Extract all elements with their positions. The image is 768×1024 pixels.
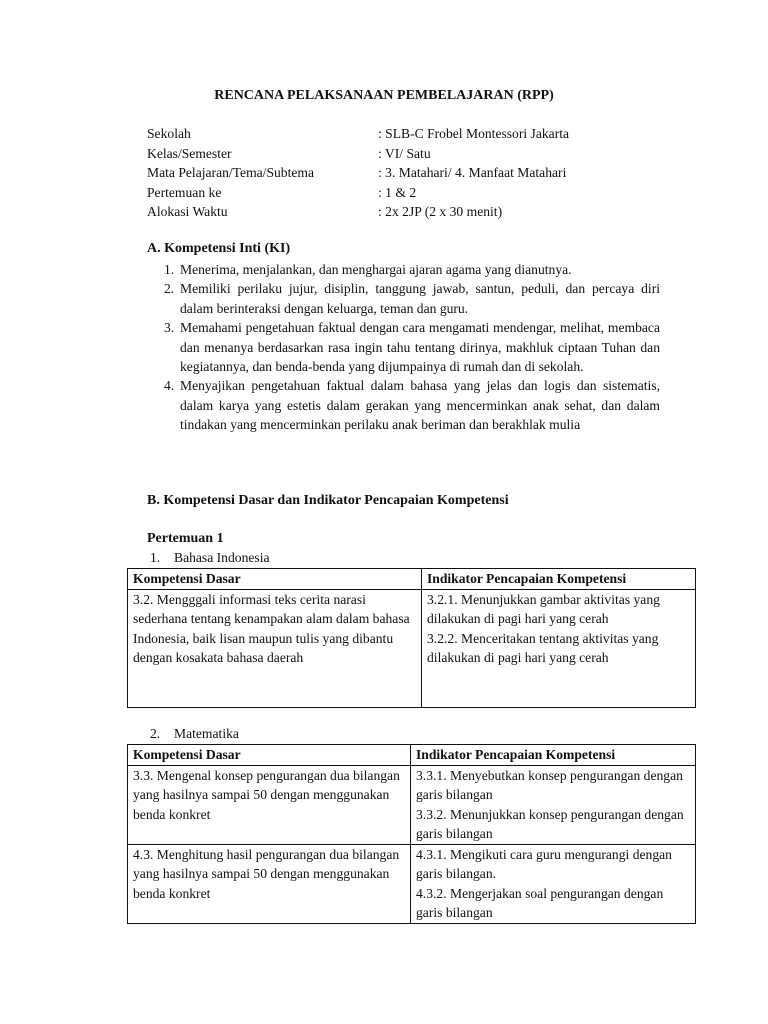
info-label: Sekolah bbox=[147, 126, 191, 141]
indicator-text: 4.3.1. Mengikuti cara guru mengurangi dengan garis bilangan. bbox=[416, 846, 672, 881]
info-row-sekolah bbox=[147, 124, 667, 144]
ipk-cell bbox=[411, 765, 696, 844]
info-label: Alokasi Waktu bbox=[147, 204, 228, 219]
indicator-text: 3.3.1. Menyebutkan konsep pengurangan dengan garis bilangan bbox=[416, 767, 683, 802]
document-title: RENCANA PELAKSANAAN PEMBELAJARAN (RPP) bbox=[214, 88, 554, 103]
table-row bbox=[128, 765, 696, 844]
ki-text: Menerima, menjalankan, dan menghargai ajaran agama yang dianutnya. bbox=[180, 262, 572, 277]
ki-text: Memahami pengetahuan faktual dengan cara mengamati mendengar, melihat, membaca dan menanya berdasarkan rasa ingin tahu tentang dirinya, makhluk ciptaan Tuhan dan kegiatannya, dan benda-benda yang dijumpainya di rumah dan di sekolah. bbox=[180, 320, 660, 375]
subject-title-bahasa bbox=[150, 548, 270, 567]
column-header-ipk: Indikator Pencapaian Kompetensi bbox=[411, 745, 696, 766]
info-value: : VI/ Satu bbox=[378, 145, 431, 161]
info-label: Pertemuan ke bbox=[147, 184, 222, 200]
ki-text: Memiliki perilaku jujur, disiplin, tanggung jawab, santun, peduli, dan percaya diri dalam berinteraksi dengan keluarga, teman dan guru. bbox=[180, 281, 660, 316]
info-value: : SLB-C Frobel Montessori Jakarta bbox=[378, 126, 570, 141]
indicator-text: 4.3.2. Mengerjakan soal pengurangan dengan garis bilangan bbox=[416, 885, 664, 920]
info-label: Mata Pelajaran/Tema/Subtema bbox=[147, 165, 315, 180]
table-header-row bbox=[128, 569, 696, 590]
ki-number: 3. bbox=[164, 320, 175, 336]
indicator-text: 3.3.2. Menunjukkan konsep pengurangan dengan garis bilangan bbox=[416, 806, 684, 841]
ipk-cell bbox=[411, 844, 696, 923]
ki-number: 1. bbox=[164, 262, 175, 277]
bahasa-indonesia-table bbox=[127, 568, 696, 708]
subject-name: Bahasa Indonesia bbox=[174, 550, 270, 565]
section-b-heading: B. Kompetensi Dasar dan Indikator Pencapaian Kompetensi bbox=[147, 493, 509, 508]
kd-cell: 3.2. Mengggali informasi teks cerita narasi sederhana tentang kenampakan alam dalam bahasa Indonesia, baik lisan maupun tulis yang dibantu dengan kosakata bahasa daerah bbox=[128, 589, 422, 707]
indicator-text: 3.2.2. Menceritakan tentang aktivitas yang dilakukan di pagi hari yang cerah bbox=[427, 630, 659, 665]
subject-name: Matematika bbox=[174, 726, 239, 741]
kd-cell: 4.3. Menghitung hasil pengurangan dua bilangan yang hasilnya sampai 50 dengan menggunakan benda konkret bbox=[128, 844, 411, 923]
table-row bbox=[128, 844, 696, 923]
ki-item bbox=[160, 260, 660, 279]
info-value: : 3. Matahari/ 4. Manfaat Matahari bbox=[378, 165, 567, 180]
ipk-cell bbox=[422, 589, 696, 707]
subject-title-matematika bbox=[150, 724, 239, 743]
info-label: Kelas/Semester bbox=[147, 145, 232, 161]
subject-number: 1. bbox=[150, 550, 161, 565]
section-a-heading: A. Kompetensi Inti (KI) bbox=[147, 241, 291, 256]
table-row bbox=[128, 589, 696, 707]
ki-number: 4. bbox=[164, 378, 175, 394]
identity-block bbox=[147, 124, 667, 222]
table-header-row bbox=[128, 745, 696, 766]
ki-number: 2. bbox=[164, 281, 175, 297]
info-row-alokasi bbox=[147, 202, 667, 222]
column-header-kd: Kompetensi Dasar bbox=[128, 745, 411, 766]
matematika-table bbox=[127, 744, 696, 924]
kd-cell: 3.3. Mengenal konsep pengurangan dua bilangan yang hasilnya sampai 50 dengan menggunakan benda konkret bbox=[128, 765, 411, 844]
column-header-kd: Kompetensi Dasar bbox=[128, 569, 422, 590]
info-row-pertemuan bbox=[147, 183, 667, 203]
info-value: : 1 & 2 bbox=[378, 184, 417, 200]
info-row-mapel bbox=[147, 163, 667, 183]
indicator-text: 3.2.1. Menunjukkan gambar aktivitas yang dilakukan di pagi hari yang cerah bbox=[427, 591, 660, 626]
info-row-kelas bbox=[147, 144, 667, 164]
ki-item bbox=[160, 318, 660, 376]
column-header-ipk: Indikator Pencapaian Kompetensi bbox=[422, 569, 696, 590]
ki-item bbox=[160, 376, 660, 434]
ki-list bbox=[160, 260, 660, 435]
ki-text: Menyajikan pengetahuan faktual dalam bahasa yang jelas dan logis dan sistematis, dalam karya yang estetis dalam gerakan yang mencerminkan anak sehat, dan dalam tindakan yang mencerminkan perilaku anak beriman dan berakhlak mulia bbox=[180, 378, 660, 433]
ki-item bbox=[160, 279, 660, 318]
meeting-heading: Pertemuan 1 bbox=[147, 531, 224, 546]
info-value: : 2x 2JP (2 x 30 menit) bbox=[378, 204, 503, 219]
subject-number: 2. bbox=[150, 726, 161, 741]
